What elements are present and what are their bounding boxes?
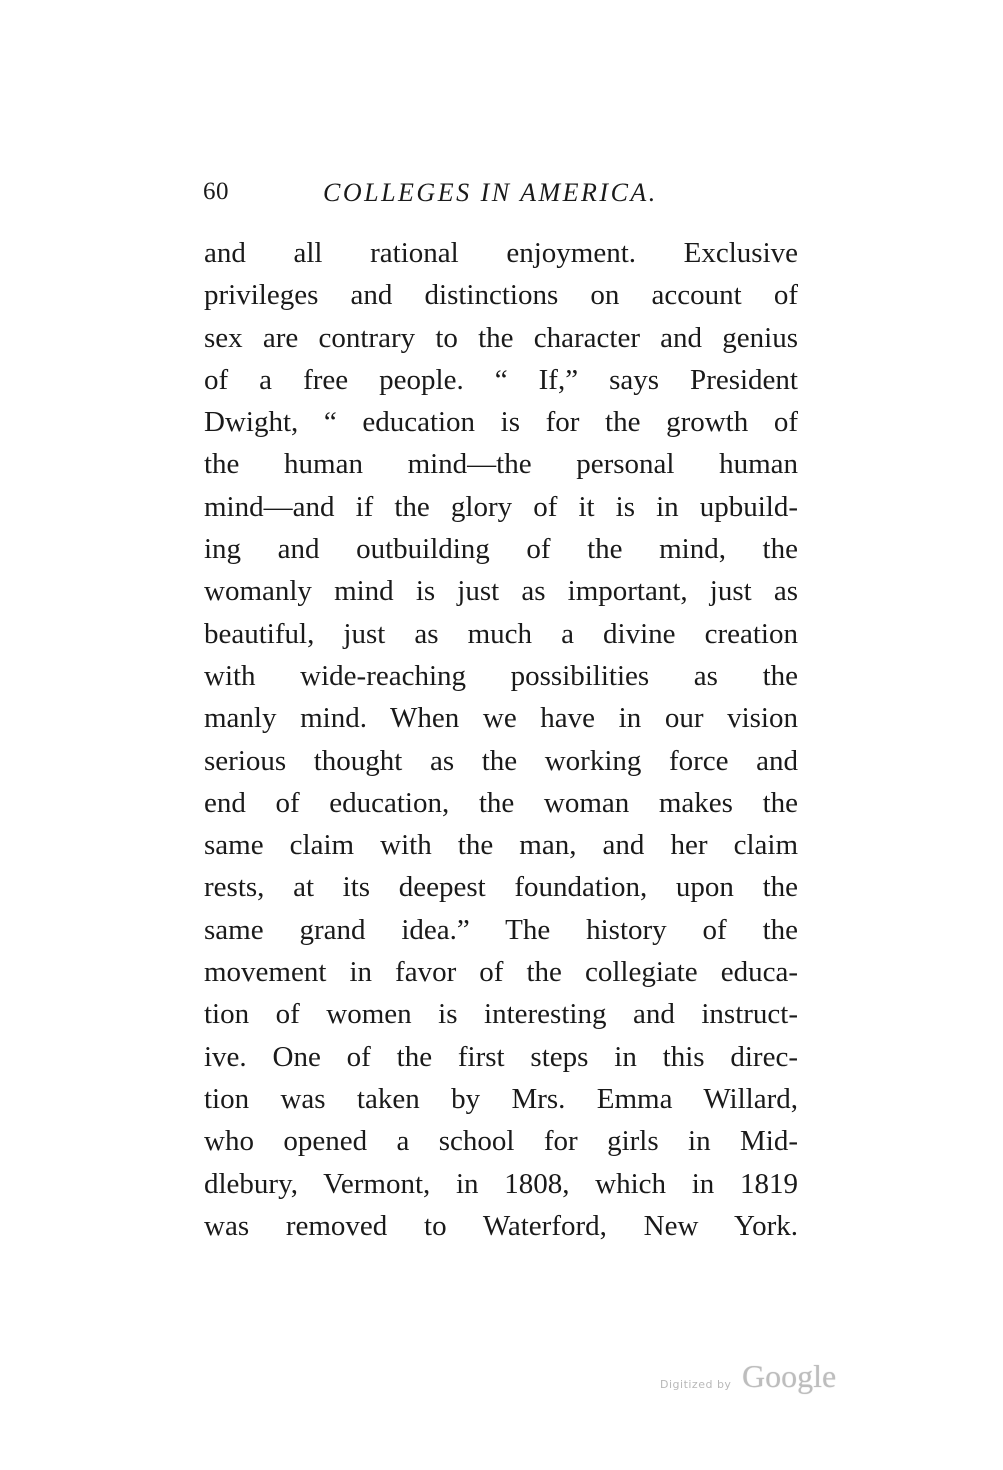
text-line: who opened a school for girls in Mid- — [204, 1125, 798, 1158]
text-line: Dwight, “ education is for the growth of — [204, 406, 798, 439]
text-line: sex are contrary to the character and genius — [204, 321, 798, 354]
text-line: serious thought as the working force and — [204, 744, 798, 777]
text-line: manly mind. When we have in our vision — [204, 702, 798, 735]
text-line: privileges and distinctions on account of — [204, 279, 798, 312]
text-line: rests, at its deepest foundation, upon the — [204, 871, 798, 904]
running-head — [203, 178, 803, 218]
text-line: tion of women is interesting and instruct- — [204, 998, 798, 1031]
google-watermark — [660, 1358, 860, 1408]
text-line: womanly mind is just as important, just as — [204, 575, 798, 608]
text-line: movement in favor of the collegiate educa- — [204, 956, 798, 989]
text-line: with wide-reaching possibilities as the — [204, 659, 798, 692]
text-line: beautiful, just as much a divine creation — [204, 617, 798, 650]
text-line: ive. One of the first steps in this direc- — [204, 1040, 798, 1073]
body-text — [204, 232, 798, 1247]
text-line: ing and outbuilding of the mind, the — [204, 533, 798, 566]
text-line: of a free people. “ If,” says President — [204, 363, 798, 396]
text-line: mind—and if the glory of it is in upbuild- — [204, 490, 798, 523]
text-line: same grand idea.” The history of the — [204, 913, 798, 946]
google-logo: Google — [742, 1358, 837, 1394]
running-title: COLLEGES IN AMERICA. — [323, 178, 658, 207]
text-line: end of education, the woman makes the — [204, 786, 798, 819]
watermark-prefix: Digitized by — [660, 1378, 732, 1391]
text-line: was removed to Waterford, New York. — [204, 1209, 798, 1242]
text-line: and all rational enjoyment. Exclusive — [204, 237, 798, 269]
text-line: same claim with the man, and her claim — [204, 829, 798, 862]
page-number: 60 — [203, 178, 229, 205]
text-line: the human mind—the personal human — [204, 448, 798, 481]
text-line: dlebury, Vermont, in 1808, which in 1819 — [204, 1167, 798, 1200]
text-line: tion was taken by Mrs. Emma Willard, — [204, 1082, 798, 1115]
